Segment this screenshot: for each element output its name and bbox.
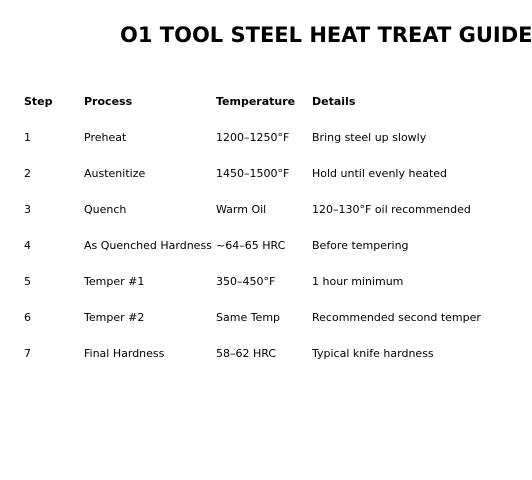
step-cell: 3: [24, 203, 31, 216]
step-cell: 2: [24, 167, 31, 180]
details-cell: Typical knife hardness: [312, 347, 434, 360]
temperature-cell: 350–450°F: [216, 275, 276, 288]
table-header-row: [0, 94, 480, 110]
table-row: [0, 346, 480, 362]
page-title: O1 TOOL STEEL HEAT TREAT GUIDE: [120, 23, 532, 47]
temperature-cell: Same Temp: [216, 311, 281, 324]
table-row: [0, 238, 480, 254]
process-cell: Austenitize: [84, 167, 146, 180]
details-cell: 1 hour minimum: [312, 275, 404, 288]
table-row: [0, 166, 480, 182]
table-row: [0, 202, 480, 218]
header-step: Step: [24, 95, 53, 108]
temperature-cell: Warm Oil: [216, 203, 267, 216]
step-cell: 5: [24, 275, 31, 288]
details-cell: Hold until evenly heated: [312, 167, 448, 180]
step-cell: 6: [24, 311, 31, 324]
header-details: Details: [312, 95, 356, 108]
details-cell: Recommended second temper: [312, 311, 481, 324]
step-cell: 1: [24, 131, 31, 144]
details-cell: Before tempering: [312, 239, 409, 252]
process-cell: Temper #2: [84, 311, 145, 324]
temperature-cell: 1200–1250°F: [216, 131, 290, 144]
details-cell: Bring steel up slowly: [312, 131, 427, 144]
process-cell: As Quenched Hardness: [84, 239, 212, 252]
process-cell: Temper #1: [84, 275, 145, 288]
header-process: Process: [84, 95, 133, 108]
temperature-cell: 1450–1500°F: [216, 167, 290, 180]
temperature-cell: ~64–65 HRC: [216, 239, 286, 252]
process-cell: Final Hardness: [84, 347, 165, 360]
table-row: [0, 274, 480, 290]
process-cell: Quench: [84, 203, 127, 216]
header-temperature: Temperature: [216, 95, 296, 108]
step-cell: 7: [24, 347, 31, 360]
temperature-cell: 58–62 HRC: [216, 347, 277, 360]
details-cell: 120–130°F oil recommended: [312, 203, 471, 216]
step-cell: 4: [24, 239, 31, 252]
table-row: [0, 130, 480, 146]
process-cell: Preheat: [84, 131, 127, 144]
table-row: [0, 310, 480, 326]
